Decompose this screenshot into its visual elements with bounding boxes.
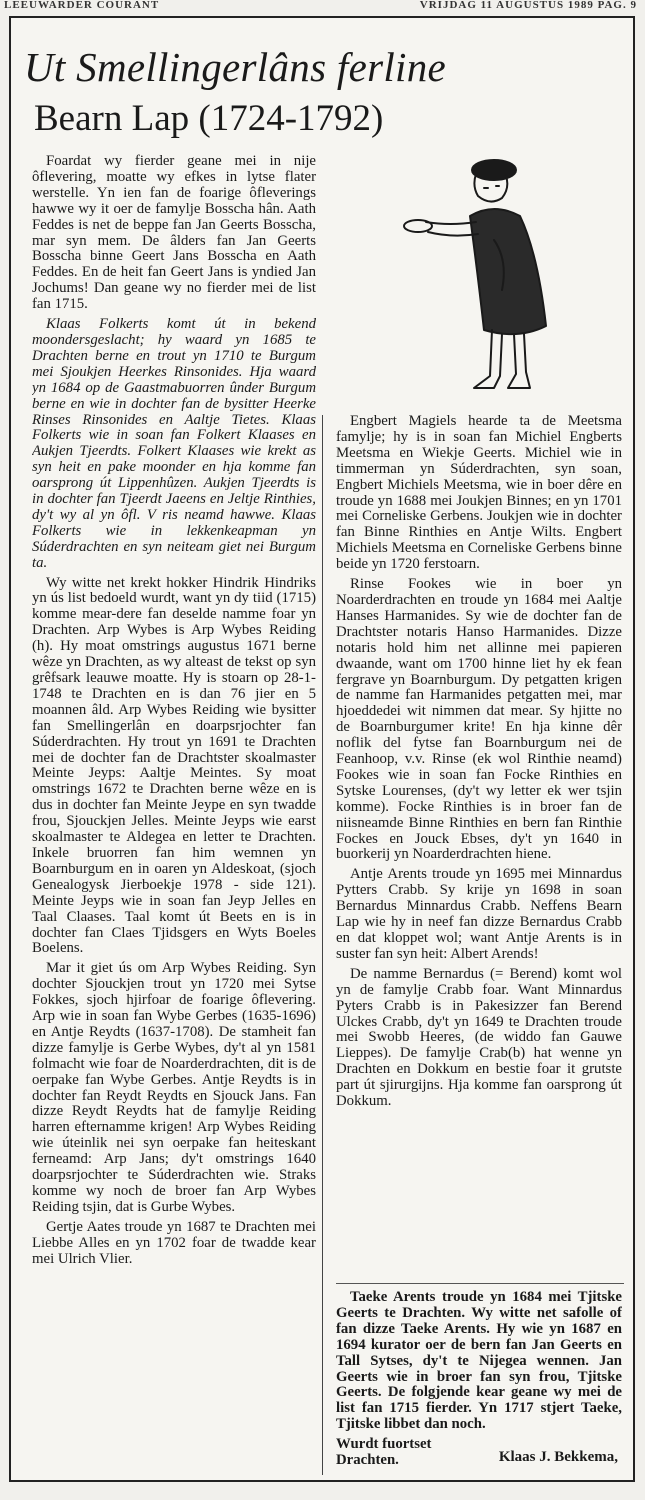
paragraph-7: Rinse Fookes wie in boer yn Noarderdrachten en troude yn 1684 mei Aaltje Hanses Harmanides. Sy wie de dochter fan de Drachtster notaris Hanso Harmanides. Dizze notaris hold him net allinne mei papieren dwaande, want om 1700 hinne liet hy ek fean fergrave yn Boarnburgum. Dy petgatten krigen de namme fan Harmanides petgatten mei, mar hjoeddedei wit nimmen dat mear. Sy hjitte no de Boarnburgumer krite! En hja kinne dêr noflik del fytse fan Boarnburgum nei de Feanhoop, v.v. Rinse (ek wol Rinthie neamd) Fookes wie in soan fan Focke Rinthies en Sytske Lourenses, (dy't wy letter ek wer tsjin komme). Focke Rinthies is in broer fan de niisneamde Binne Rinthies en bern fan Rinthie Fockes en Jouck Ebses, dy't yn 1640 in buorkerij yn Noarderdrachten hiene.	[336, 576, 622, 863]
paragraph-4: Mar it giet ús om Arp Wybes Reiding. Syn dochter Sjouckjen trout yn 1720 mei Sytse Fokkes, sjoch hjirfoar de foarige ôflevering. Arp wie in soan fan Wybe Gerbes (1635-1696) en Antje Reydts (1637-1708). De stamheit fan dizze famylje is Gerbe Wybes, dy't al yn 1581 folmacht wie foar de Noarderdrachten, dit is de oerpake fan Wybe Gerbes. Antje Reydts is in dochter fan Reydt Reydts en Sjouck Jans. Fan dizze Reydt Reydts hat de famylje Reiding harren efternamme krigen! Arp Wybes Reiding wie úteinlik nei syn oerpake fan heiteskant ferneamd: Arp Jans; dy't omstrings 1640 doarpsrjochter te Súderdrachten wie. Straks komme wy noch de broer fan Arp Wybes Reiding tsjin, dat is Gurbe Wybes.	[32, 960, 316, 1215]
man-figure-illustration	[398, 150, 558, 400]
right-column	[336, 414, 622, 1284]
paragraph-1: Foardat wy fierder geane mei in nije ôflevering, moatte wy efkes in lytse flater werstelle. Yn ien fan de foarige ôfleverings hawwe wy it oer de famylje Bosscha hân. Aath Feddes is net de beppe fan Jan Geerts Bosscha, mar syn mem. De âlders fan Jan Geerts Bosscha binne Geert Jans Bosscha en Aath Feddes. En de heit fan Geert Jans is yndied Jan Jochums! Dan geane wy no fierder mei de list fan 1715.	[32, 154, 316, 313]
header-date-page: VRIJDAG 11 AUGUSTUS 1989 PAG. 9	[419, 0, 637, 11]
paragraph-2: Klaas Folkerts komt út in bekend moondersgeslacht; hy waard yn 1685 te Drachten berne en trout yn 1710 te Burgum mei Sjoukjen Heerkes Rinsonides. Hja waard yn 1684 op de Gaastmabuorren ûnder Burgum berne en wie in dochter fan de bysitter Heerke Rinses Rinsonides en Aaltje Tietes. Klaas Folkerts wie in soan fan Folkert Klaases en Aukjen Tjeerdts. Folkert Klaases wie krekt as syn heit en pake moonder en hja komme fan oarsprong út Lippenhûzen. Aukjen Tjeerdts is in dochter fan Tjeerdt Jaeens en Jeltje Rinthies, dy't wy al yn ôfl. V ris neamd hawwe. Klaas Folkerts wie in lekkenkeapman yn Súderdrachten en syn neiteam giet nei Burgum ta.	[32, 316, 316, 571]
closing-section	[336, 1290, 622, 1472]
paragraph-5: Gertje Aates troude yn 1687 te Drachten mei Liebbe Alles en yn 1702 foar de twadde kear mei Ulrich Vlier.	[32, 1218, 316, 1267]
column-rule	[322, 415, 323, 1475]
closing-paragraph: Taeke Arents troude yn 1684 mei Tjitske Geerts te Drachten. Wy witte net safolle of fan dizze Taeke Arents. Hy wie yn 1687 en 1694 kurator oer de bern fan Jan Geerts en Tall Sytses, dy't te Nijegea wennen. Jan Geerts wie in broer fan syn frou, Tjitske Geerts. De folgjende kear geane wy mei de list fan 1715 fierder. Yn 1717 stjert Taeke, Tjitske libbet dan noch.	[336, 1290, 622, 1433]
left-column	[32, 154, 316, 1476]
running-header	[0, 0, 645, 12]
continued-note: Wurdt fuortset	[336, 1436, 432, 1453]
author-signature: Klaas J. Bekkema,	[498, 1449, 618, 1466]
article-headline: Ut Smellingerlâns ferline	[24, 44, 447, 90]
paragraph-3: Wy witte net krekt hokker Hindrik Hindriks yn ús list bedoeld wurdt, want yn dy tiid (1715) komme mear-dere fan deselde namme foar yn Drachten. Arp Wybes is Arp Wybes Reiding (h). Hy moat omstrings augustus 1671 berne wêze yn Drachten, as wy alteast de tekst op syn grêfsark leauwe moatte. Hy is stoarn op 28-1-1748 te Drachten en is dan 76 jier en 5 moannen âld. Arp Wybes Reiding wie bysitter fan Smellingerlân en doarpsrjochter fan Súderdrachten. Hy trout yn 1691 te Drachten mei de dochter fan de Drachtster skoalmaster Meinte Jeyps: Aaltje Meintes. Sy moat omstrings 1672 te Drachten berne wêze en is dus in dochter fan Meinte Jeype en syn twadde frou, Sjouckjen Jelles. Meinte Jeyps wie earst skoalmaster te Aldegea en letter te Drachten. Inkele bruorren fan him wemnen yn Boarnburgum en in oaren yn Aldeskoat, (sjoch Genealogysk Jierboekje 1978 - side 121). Meinte Jeyps wie in soan fan Jeyp Jelles en Taal Claases. Taal komt út Beets en is in dochter fan Claes Tjidsgers en Wyts Boeles Boelens.	[32, 574, 316, 957]
paragraph-6: Engbert Magiels hearde ta de Meetsma famylje; hy is in soan fan Michiel Engberts Meetsma en Wiekje Geerts. Michiel wie in timmerman yn Súderdrachten, syn soan, Engbert Michiels Meetsma, wie in boer dêre en troude yn 1688 mei Joukjen Binnes; en yn 1701 mei Corneliske Gerbens. Joukjen wie in dochter fan Binne Rinthies en Antje Wilts. Engbert Michiels Meetsma en Corneliske Gerbens binne beide yn 1720 ferstoarn.	[336, 414, 622, 573]
header-newspaper: LEEUWARDER COURANT	[4, 0, 160, 11]
place-line: Drachten.	[336, 1452, 399, 1469]
article-subhead: Bearn Lap (1724-1792)	[34, 98, 384, 139]
paragraph-9: De namme Bernardus (= Berend) komt wol yn de famylje Crabb foar. Want Minnardus Pyters Crabb is in Pakesizzer fan Berend Ulckes Crabb, dy't yn 1649 te Drachten troude mei Swobb Heeres, (de widdo fan Gauwe Lieppes). De famylje Crab(b) hat wenne yn Drachten en Dokkum en bestie foar it grutste part út sjirurgijns. Hja komme fan oarsprong út Dokkum.	[336, 965, 622, 1110]
paragraph-8: Antje Arents troude yn 1695 mei Minnardus Pytters Crabb. Sy krije yn 1698 in soan Bernardus Minnardus Crabb. Neffens Bearn Lap wie hy in neef fan dizze Bernardus Crabb en dat kloppet wol; want Antje Arents is in suster fan syn heit: Albert Arends!	[336, 866, 622, 962]
